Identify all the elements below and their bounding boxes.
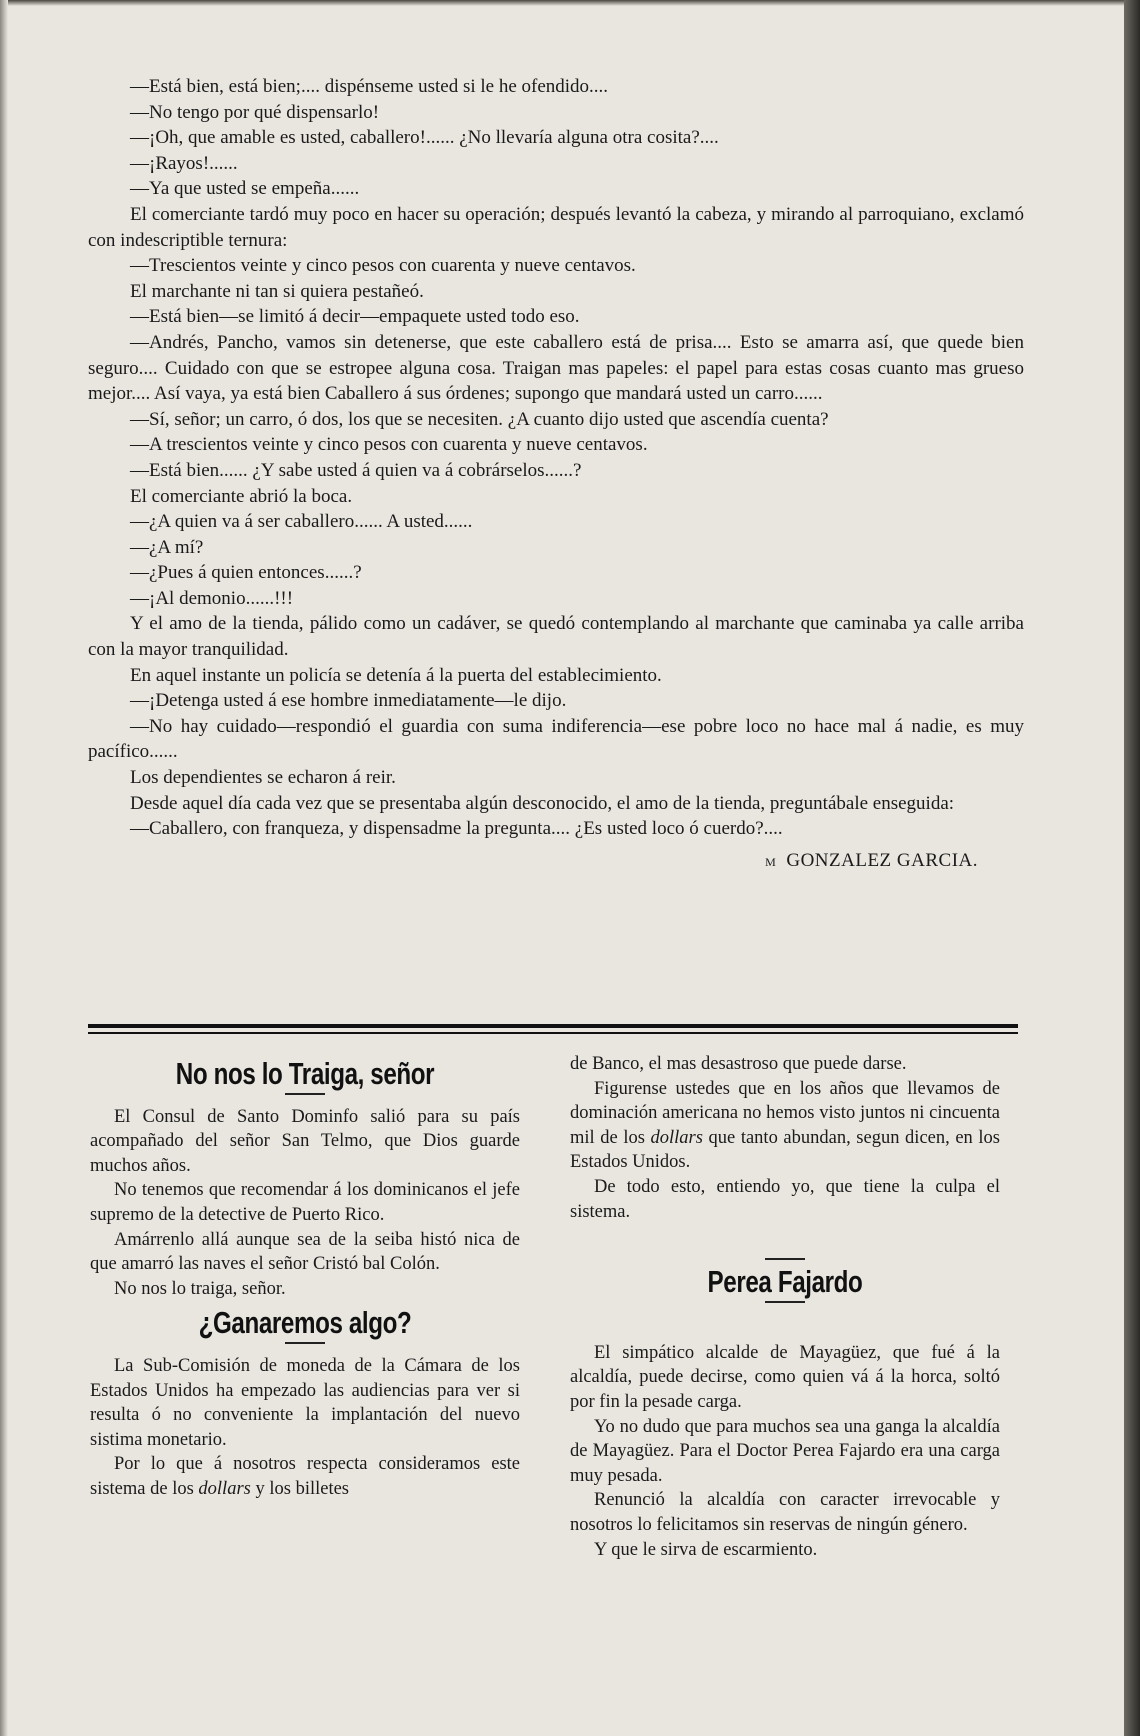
article-paragraph [570, 1077, 1000, 1175]
article-paragraph [90, 1452, 520, 1501]
left-column [90, 1052, 520, 1502]
article-paragraph: Yo no dudo que para muchos sea una ganga la alcaldía de Mayagüez. Para el Doctor Perea Fajardo era una carga muy pesada. [570, 1416, 1000, 1486]
article-headline: No nos lo Traiga, señor [175, 1056, 435, 1091]
article-paragraph: No tenemos que recomendar á los dominicanos el jefe supremo de la detective de Puerto Rico. [90, 1180, 520, 1225]
story-paragraph: —¡Rayos!...... [130, 152, 238, 174]
text-run: Por lo que á nosotros respecta consideramos este sistema de los [90, 1454, 520, 1499]
story-continuation [88, 74, 1024, 875]
article-paragraph: No nos lo traiga, señor. [114, 1278, 286, 1299]
article-paragraph: Renunció la alcaldía con caracter irrevocable y nosotros lo felicitamos sin reservas de ningún género. [570, 1490, 1000, 1535]
article-paragraph: De todo esto, entiendo yo, que tiene la culpa el sistema. [570, 1176, 1000, 1222]
story-paragraph: Y el amo de la tienda, pálido como un cadáver, se quedó contemplando al marchante que caminaba ya calle arriba con la mayor tranquilidad. [88, 613, 1024, 661]
story-paragraph: —Andrés, Pancho, vamos sin detenerse, que este caballero está de prisa.... Esto se amarra así, que quede bien seguro.... Cuidado con que se estropee alguna cosa. Traigan mas papeles: el papel para estas cosas cuanto mas grueso mejor.... Así vaya, ya está bien Caballero á sus órdenes; supongo que mandará usted un carro...... [88, 331, 1024, 405]
page-left-edge [0, 0, 8, 1736]
story-paragraph: Desde aquel día cada vez que se presentaba algún desconocido, el amo de la tienda, preguntábale enseguida: [130, 792, 955, 814]
story-paragraph: —Trescientos veinte y cinco pesos con cuarenta y nueve centavos. [130, 255, 636, 277]
story-paragraph: —Está bien, está bien;.... dispénseme usted si le he ofendido.... [130, 76, 609, 97]
story-paragraph: —No tengo por qué dispensarlo! [130, 101, 380, 123]
story-paragraph: —Está bien—se limitó á decir—empaquete usted todo eso. [130, 306, 580, 328]
italic-word: dollars [650, 1127, 703, 1148]
headline-rule [765, 1301, 805, 1303]
story-paragraph: —¿A quien va á ser caballero...... A usted...... [130, 511, 473, 533]
page-binding-edge [1124, 0, 1140, 1736]
article-paragraph: Amárrenlo allá aunque sea de la seiba histó nica de que amarró las naves el señor Cristó bal Colón. [90, 1229, 520, 1275]
signature-name: GONZALEZ GARCIA. [786, 849, 978, 871]
story-paragraph: El comerciante tardó muy poco en hacer su operación; después levantó la cabeza, y mirando al parroquiano, exclamó con indescriptible ternura: [88, 203, 1024, 251]
article-paragraph: El simpático alcalde de Mayagüez, que fué á la alcaldía, puede decirse, como quien vá á la horca, soltó por fin la pesade carga. [570, 1342, 1000, 1412]
page-top-edge [0, 0, 1140, 6]
story-paragraph: —¡Al demonio......!!! [130, 587, 294, 609]
article-continuation: de Banco, el mas desastroso que puede darse. [570, 1054, 907, 1074]
right-column [570, 1052, 1000, 1562]
column-spacer [570, 1313, 1000, 1341]
article-headline: Perea Fajardo [707, 1264, 863, 1300]
story-paragraph: —A trescientos veinte y cinco pesos con cuarenta y nueve centavos. [130, 434, 648, 456]
headline-rule [285, 1342, 325, 1344]
headline-rule [765, 1258, 805, 1260]
article-paragraph: La Sub-Comisión de moneda de la Cámara de los Estados Unidos ha empezado las audiencias para ver si resulta ó no conveniente la implantación del nuevo sistima monetario. [90, 1355, 520, 1450]
section-divider [88, 1024, 1018, 1038]
story-paragraph: —Está bien...... ¿Y sabe usted á quien va á cobrárselos......? [130, 459, 582, 481]
story-paragraph: —¡Detenga usted á ese hombre inmediatamente—le dijo. [130, 690, 567, 712]
story-paragraph: —¡Oh, que amable es usted, caballero!...... ¿No llevaría alguna otra cosita?.... [130, 127, 719, 149]
headline-rule [285, 1093, 325, 1095]
author-signature [88, 848, 1024, 876]
story-paragraph: —Ya que usted se empeña...... [130, 178, 360, 200]
story-paragraph: —¿Pues á quien entonces......? [130, 562, 362, 584]
text-run: Figurense ustedes que en los años que llevamos de dominación americana no hemos visto juntos ni cincuenta mil de los [570, 1078, 1000, 1148]
story-paragraph: En aquel instante un policía se detenía á la puerta del establecimiento. [130, 664, 662, 686]
story-paragraph: —Sí, señor; un carro, ó dos, los que se necesiten. ¿A cuanto dijo usted que ascendía cuenta? [130, 408, 829, 430]
text-run: que tanto abundan, segun dicen, en los Estados Unidos. [570, 1127, 1000, 1173]
divider-thick-line [88, 1024, 1018, 1028]
article-paragraph: El Consul de Santo Dominfo salió para su país acompañado del señor San Telmo, que Dios guarde muchos años. [90, 1106, 520, 1176]
text-run: y los billetes [250, 1478, 350, 1499]
story-paragraph: —No hay cuidado—respondió el guardia con suma indiferencia—ese pobre loco no hace mal á nadie, es muy pacífico...... [88, 715, 1024, 763]
story-paragraph: El comerciante abrió la boca. [130, 485, 353, 507]
italic-word: dollars [198, 1478, 251, 1499]
column-spacer [570, 1224, 1000, 1252]
story-paragraph: —¿A mí? [130, 536, 204, 558]
story-paragraph: El marchante ni tan si quiera pestañeó. [130, 280, 424, 302]
story-paragraph: Los dependientes se echaron á reir. [130, 767, 396, 789]
divider-thin-line [88, 1032, 1018, 1034]
story-paragraph: —Caballero, con franqueza, y dispensadme la pregunta.... ¿Es usted loco ó cuerdo?.... [130, 818, 783, 840]
article-paragraph: Y que le sirva de escarmiento. [594, 1539, 818, 1560]
signature-initial: M [765, 854, 777, 869]
article-headline: ¿Ganaremos algo? [198, 1305, 412, 1341]
